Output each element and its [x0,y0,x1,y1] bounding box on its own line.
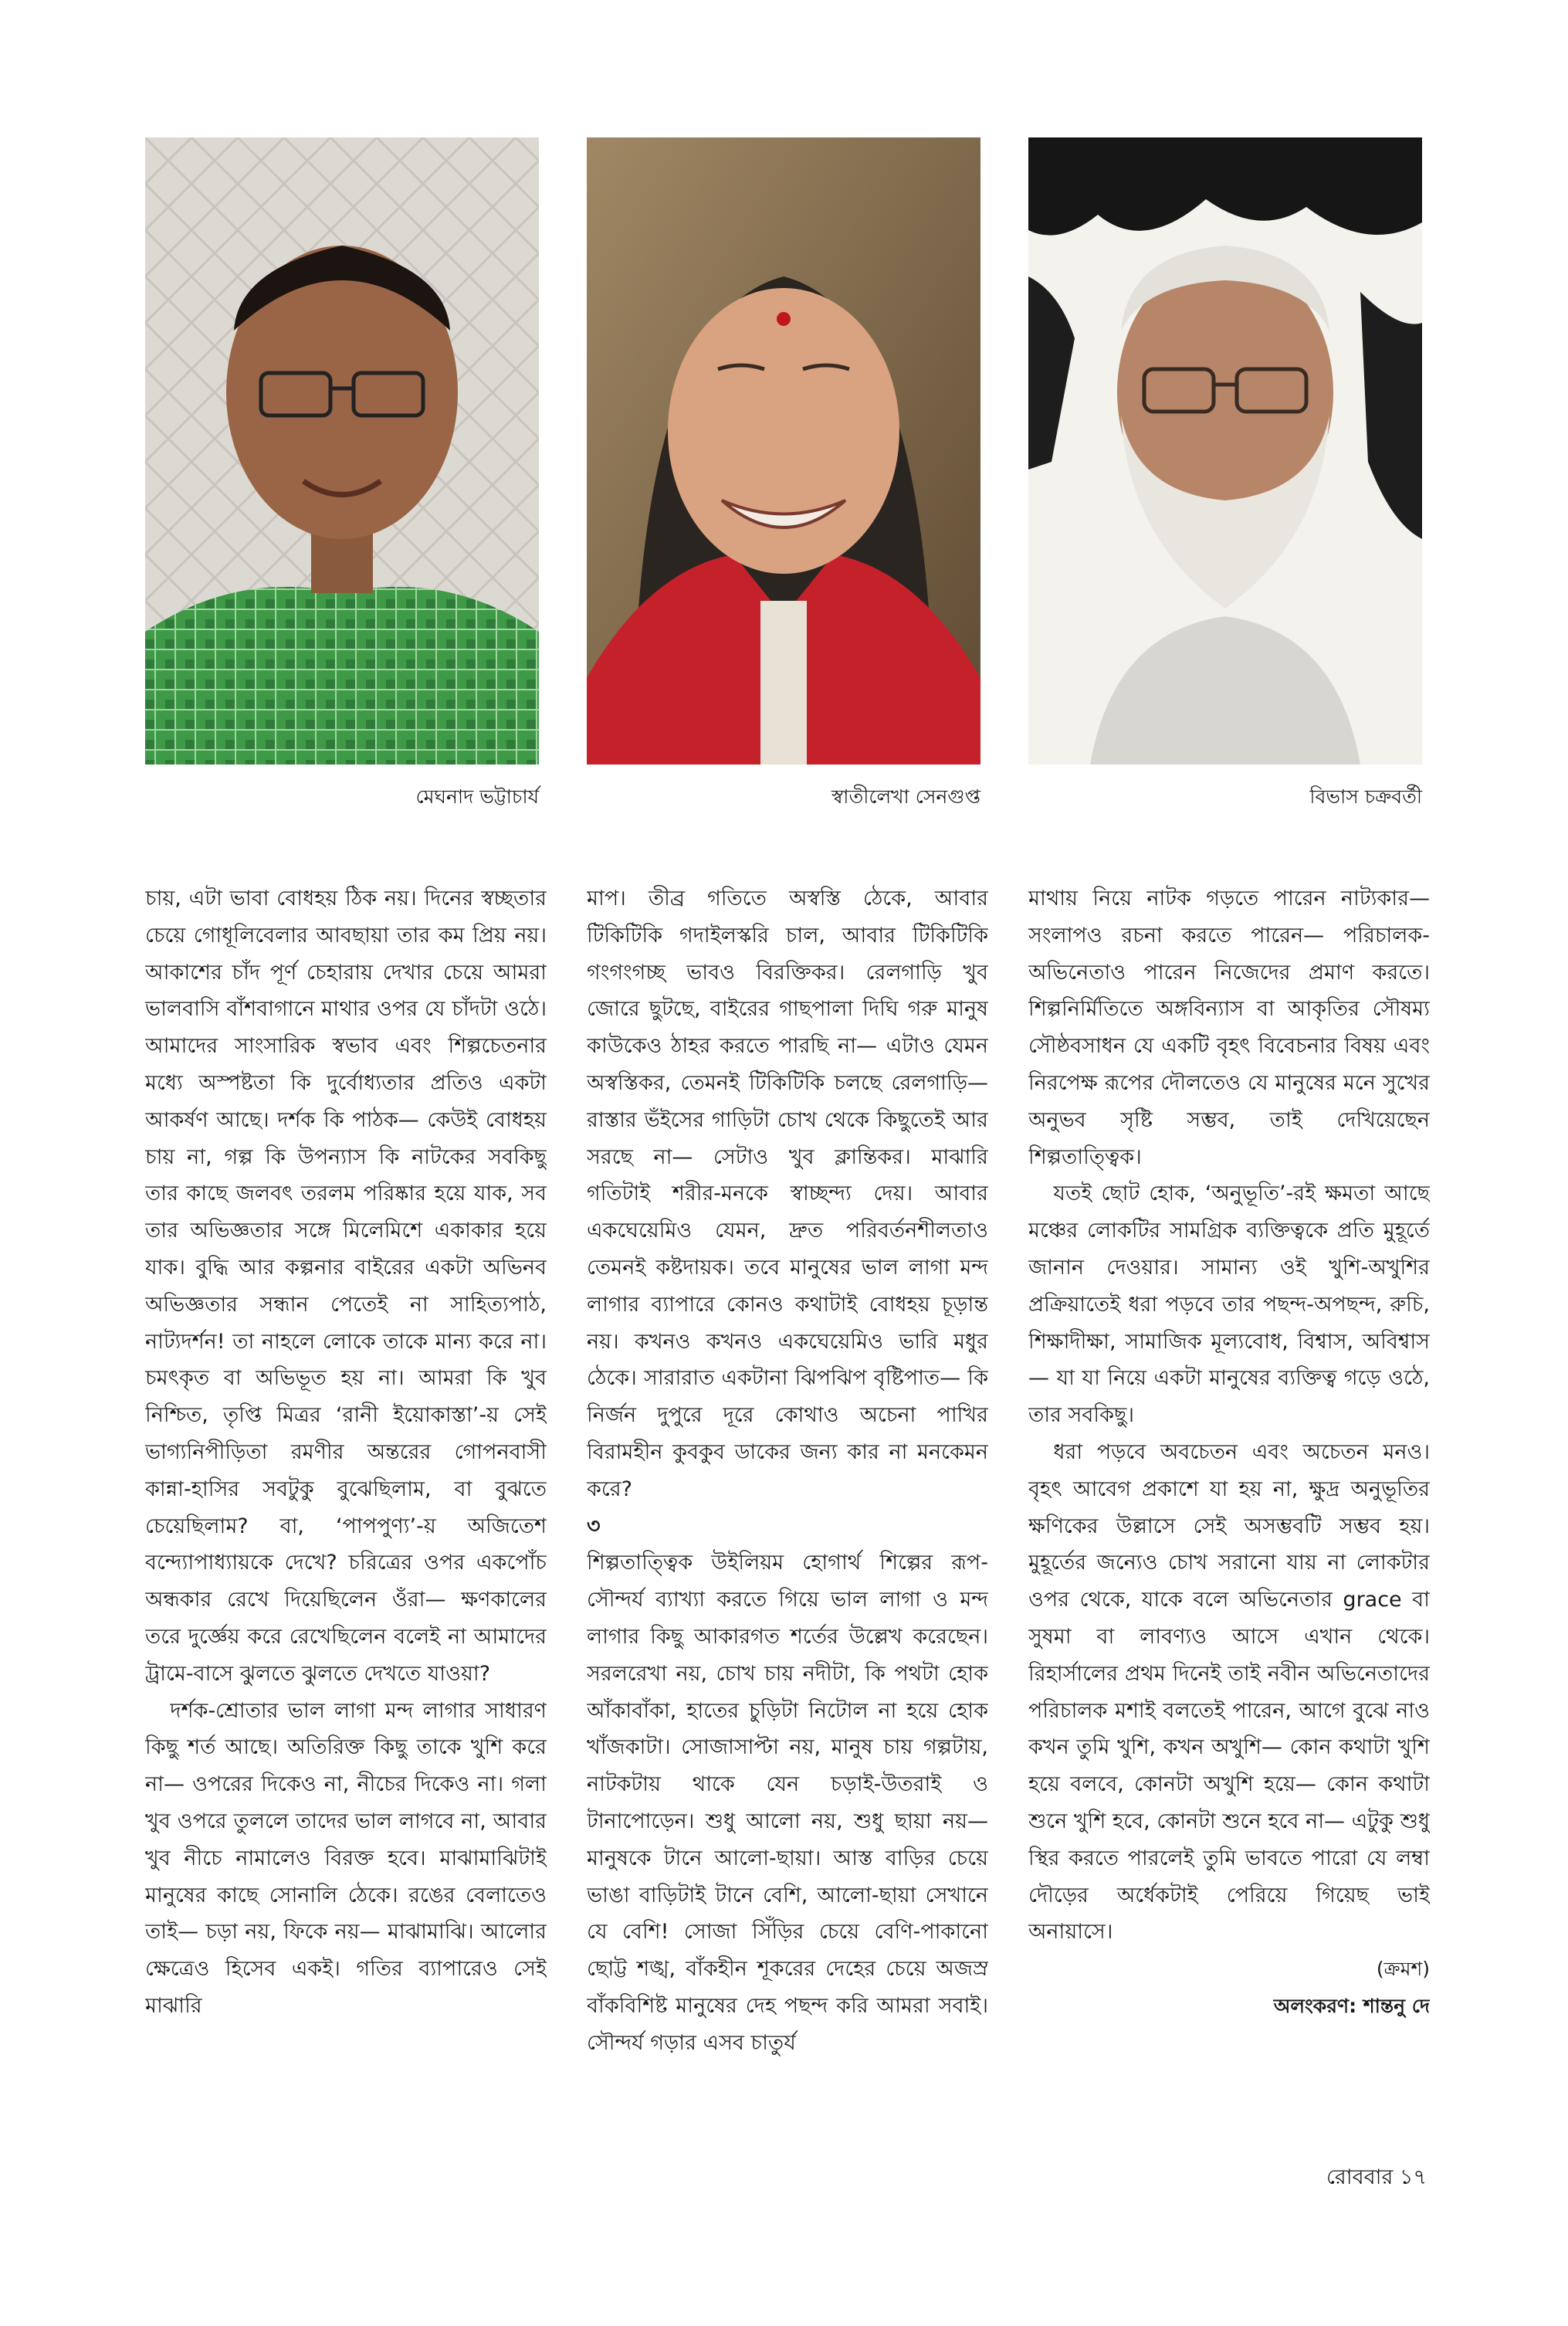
illustration-credit: অলংকরণ: শান্তনু দে [1273,1994,1430,2017]
portrait-photo-1 [145,137,539,765]
photo-caption-1: মেঘনাদ ভট্টাচার্য [415,785,539,808]
paragraph: চায়, এটা ভাবা বোধহয় ঠিক নয়। দিনের স্বচ্ছতার চেয়ে গোধূলিবেলার আবছায়া তার কম প্রিয় নয়। আকাশের চাঁদ পূর্ণ চেহারায় দেখার চেয়ে আমরা ভালবাসি বাঁশবাগানে মাথার ওপর যে চাঁদটা ওঠে। আমাদের সাংসারিক স্বভাব এবং শিল্পচেতনার মধ্যে অস্পষ্টতা কি দুর্বোধ্যতার প্রতিও একটা আকর্ষণ আছে। দর্শক কি পাঠক— কেউই বোধহয় চায় না, গল্প কি উপন্যাস কি নাটকের সবকিছু তার কাছে জলবৎ তরলম পরিষ্কার হয়ে যাক, সব তার অভিজ্ঞতার সঙ্গে মিলেমিশে একাকার হয়ে যাক। বুদ্ধি আর কল্পনার বাইরের একটা অভিনব অভিজ্ঞতার সন্ধান পেতেই না সাহিত্যপাঠ, নাট্যদর্শন! তা নাহলে লোকে তাকে মান্য করে না। চমৎকৃত বা অভিভূত হয় না। আমরা কি খুব নিশ্চিত, তৃপ্তি মিত্রর ‘রানী ইয়োকাস্তা’-য় সেই ভাগ্যনিপীড়িতা রমণীর অন্তরের গোপনবাসী কান্না-হাসির সবটুকু বুঝেছিলাম, বা বুঝতে চেয়েছিলাম? বা, ‘পাপপুণ্য’-য় অজিতেশ বন্দ্যোপাধ্যায়কে দেখে? চরিত্রের ওপর একপোঁচ অন্ধকার রেখে দিয়েছিলেন ওঁরা— ক্ষণকালের তরে দুর্জ্ঞেয় করে রেখেছিলেন বলেই না আমাদের ট্রামে-বাসে ঝুলতে ঝুলতে দেখতে যাওয়া? [145,887,547,1686]
section-number: ৩ [587,1514,601,1538]
paragraph: দর্শক-শ্রোতার ভাল লাগা মন্দ লাগার সাধারণ কিছু শর্ত আছে। অতিরিক্ত কিছু তাকে খুশি করে না— ওপরের দিকেও না, নীচের দিকেও না। গলা খুব ওপরে তুললে তাদের ভাল লাগবে না, আবার খুব নীচে নামালেও বিরক্ত হবে। মাঝামাঝিটাই মানুষের কাছে সোনালি ঠেকে। রঙের বেলাতেও তাই— চড়া নয়, ফিকে নয়— মাঝামাঝি। আলোর ক্ষেত্রেও হিসেব একই। গতির ব্যাপারেও সেই মাঝারি [145,1698,547,2018]
portrait-photo-2 [587,137,980,765]
portrait-bearded-man [1028,137,1422,765]
portrait-photo-3 [1028,137,1422,765]
text-column-3 [1028,880,1430,2147]
to-be-continued-label: (ক্রমশ) [1376,1958,1430,1981]
photo-caption-2: স্বাতীলেখা সেনগুপ্ত [831,785,980,808]
paragraph: শিল্পতাত্ত্বিক উইলিয়ম হোগার্থ শিল্পের রূপ-সৌন্দর্য ব্যাখ্যা করতে গিয়ে ভাল লাগা ও মন্দ লাগার কিছু আকারগত শর্তের উল্লেখ করেছেন। সরলরেখা নয়, চোখ চায় নদীটা, কি পথটা হোক আঁকাবাঁকা, হাতের চুড়িটা নিটোল না হয়ে হোক খাঁজকাটা। সোজাসাপ্টা নয়, মানুষ চায় গল্পটায়, নাটকটায় থাকে যেন চড়াই-উতরাই ও টানাপোড়েন। শুধু আলো নয়, শুধু ছায়া নয়— মানুষকে টানে আলো-ছায়া। আস্ত বাড়ির চেয়ে ভাঙা বাড়িটাই টানে বেশি, আলো-ছায়া সেখানে যে বেশি! সোজা সিঁড়ির চেয়ে বেণি-পাকানো ছোট্ট শঙ্খ, বাঁকহীন শূকরের দেহের চেয়ে অজস্র বাঁকবিশিষ্ট মানুষের দেহ পছন্দ করি আমরা সবাই। সৌন্দর্য গড়ার এসব চাতুর্য [587,1551,988,2055]
paragraph: যতই ছোট হোক, ‘অনুভূতি’-রই ক্ষমতা আছে মঞ্চের লোকটির সামগ্রিক ব্যক্তিত্বকে প্রতি মুহূর্তে জানান দেওয়ার। সামান্য ওই খুশি-অখুশির প্রক্রিয়াতেই ধরা পড়বে তার পছন্দ-অপছন্দ, রুচি, শিক্ষাদীক্ষা, সামাজিক মূল্যবোধ, বিশ্বাস, অবিশ্বাস— যা যা নিয়ে একটা মানুষের ব্যক্তিত্ব গড়ে ওঠে, তার সবকিছু। [1028,1182,1430,1428]
text-column-2 [587,880,988,2147]
page-folio: রোববার ১৭ [1326,2165,1427,2189]
portrait-woman-red-shawl [587,137,980,765]
paragraph: মাপ। তীব্র গতিতে অস্বস্তি ঠেকে, আবার টিকিটিকি গদাইলস্করি চাল, আবার টিকিটিকি গংগংগচ্ছ ভাবও বিরক্তিকর। রেলগাড়ি খুব জোরে ছুটছে, বাইরের গাছপালা দিঘি গরু মানুষ কাউকেও ঠাহর করতে পারছি না— এটাও যেমন অস্বস্তিকর, তেমনই টিকিটিকি চলছে রেলগাড়ি— রাস্তার ভঁইসের গাড়িটা চোখ থেকে কিছুতেই আর সরছে না— সেটাও খুব ক্লান্তিকর। মাঝারি গতিটাই শরীর-মনকে স্বাচ্ছন্দ্য দেয়। আবার একঘেয়েমিও যেমন, দ্রুত পরিবর্তনশীলতাও তেমনই কষ্টদায়ক। তবে মানুষের ভাল লাগা মন্দ লাগার ব্যাপারে কোনও কথাটাই বোধহয় চূড়ান্ত নয়। কখনও কখনও একঘেয়েমিও ভারি মধুর ঠেকে। সারারাত একটানা ঝিপঝিপ বৃষ্টিপাত— কি নির্জন দুপুরে দূরে কোথাও অচেনা পাখির বিরামহীন কুবকুব ডাকের জন্য কার না মনকেমন করে? [587,887,988,1501]
portrait-man-glasses-green-shirt [145,137,539,765]
paragraph: ধরা পড়বে অবচেতন এবং অচেতন মনও। বৃহৎ আবেগ প্রকাশে যা হয় না, ক্ষুদ্র অনুভূতির ক্ষণিকের উল্লাসে সেই অসম্ভবটি সম্ভব হয়। মুহূর্তের জন্যেও চোখ সরানো যায় না লোকটার ওপর থেকে, যাকে বলে অভিনেতার grace বা সুষমা বা লাবণ্যও আসে এখান থেকে। রিহার্সালের প্রথম দিনেই তাই নবীন অভিনেতাদের পরিচালক মশাই বলতেই পারেন, আগে বুঝে নাও কখন তুমি খুশি, কখন অখুশি— কোন কথাটা খুশি হয়ে বলবে, কোনটা অখুশি হয়ে— কোন কথাটা শুনে খুশি হবে, কোনটা শুনে হবে না— এটুকু শুধু স্থির করতে পারলেই তুমি ভাবতে পারো যে লম্বা দৌড়ের অর্ধেকটাই পেরিয়ে গিয়েছ ভাই অনায়াসে। [1028,1439,1430,1945]
paragraph: মাথায় নিয়ে নাটক গড়তে পারেন নাট্যকার— সংলাপও রচনা করতে পারেন— পরিচালক-অভিনেতাও পারেন নিজেদের প্রমাণ করতে। শিল্পনির্মিতিতে অঙ্গবিন্যাস বা আকৃতির সৌষম্য সৌষ্ঠবসাধন যে একটি বৃহৎ বিবেচনার বিষয় এবং নিরপেক্ষ রূপের দৌলতেও যে মানুষের মনে সুখের অনুভব সৃষ্টি সম্ভব, তাই দেখিয়েছেন শিল্পতাত্ত্বিক। [1028,887,1430,1169]
text-column-1 [145,880,547,2147]
photo-caption-3: বিভাস চক্রবর্তী [1309,785,1422,808]
